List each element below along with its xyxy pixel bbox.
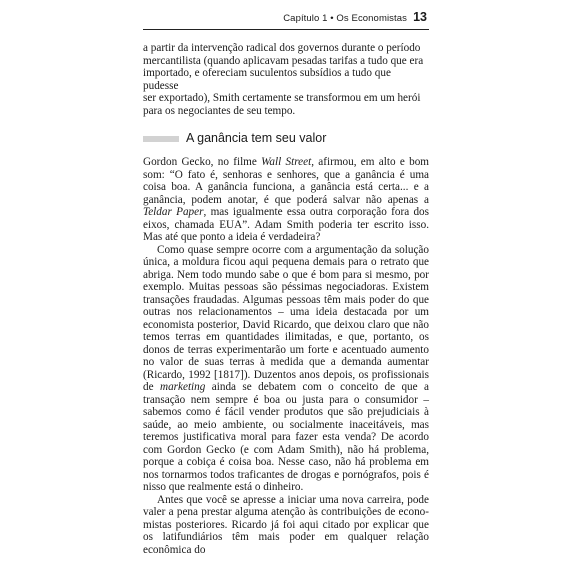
para2-text-b: ainda se debatem com o conceito de que a transação nem sempre é boa ou justa para o consumidor – sabemos como é fácil vender produtos que são prejudiciais à saúde, ao meio ambiente, ou socialmente inaceitáveis, mas teremos justificativa moral para fazer esta venda? De acordo com Gordon Gecko (e com Adam Smith), não há problema, porque a cobiça é coisa boa. Nesse caso, não há problema em nos tornarmos todos traficantes de drogas e pornógrafos, pois é nisso que realmente está o dinheiro. [143,381,429,493]
paragraph-solution [143,244,429,494]
intro-line: a partir da intervenção radical dos governos durante o período [143,42,421,54]
section-marker-bar [143,136,179,142]
page-number: 13 [413,10,427,24]
intro-paragraph [143,42,429,117]
section-title: A ganância tem seu valor [186,131,327,145]
para2-text-a: Como quase sempre ocorre com a argumentação da solução única, a moldura ficou aqui pequena demais para o retrato que abriga. Nem todo mundo sabe o que é bom para si mesmo, por exemplo. Muitas pessoas são péssimas negociadoras. Existem transações fraudadas. Algumas pessoas têm mais poder do que outras nos relacionamentos – uma ideia destacada por um economista posterior, David Ricardo, que deixou claro que não temos terras em quantidades ilimitadas, e que, portanto, os donos de terras experimentarão um forte e acentuado aumento no valor de suas terras à medida que a demanda aumentar (Ricardo, 1992 [1817]). Duzentos anos depois, os profissionais de [143,243,429,393]
para1-text-a: Gordon Gecko, no filme [143,156,262,168]
intro-line: importado, e ofereciam suculentos subsídios a tudo que pudesse [143,67,391,92]
para3-text-a: Antes que você se apresse a iniciar uma nova carreira, pode valer a pena prestar alguma atenção às contribuições de economistas posteriores. Ricardo já foi aqui citado por explicar que os latifundiários têm mais poder em qualquer relação econômica do [143,493,429,556]
marketing-term: marketing [159,381,206,393]
intro-text [143,42,429,117]
running-title: Capítulo 1 • Os Economistas [283,13,407,24]
paragraph-career [143,494,429,557]
intro-line: ser exportado), Smith certamente se transformou em um herói [143,92,421,104]
section-heading [143,131,429,147]
para1-text-c: , mas igualmente essa outra corporação fora dos eixos, chamada EUA”. Adam Smith poderia ter escrito isso. Mas até que ponto a ideia é verdadeira? [143,206,430,243]
intro-line: mercantilista (quando aplicavam pesadas tarifas a tudo que era [143,54,424,67]
intro-line: para os negociantes de seu tempo. [143,104,296,117]
paragraph-gecko [143,156,429,244]
running-header [143,9,429,30]
film-title: Wall Street [261,156,312,168]
body-text [143,156,429,556]
para1-text-b: , afirmou, em alto e bom som: “O fato é, senhoras e senhores, que a ganância é uma coisa boa. A ganância funciona, a ganância está certa... e a ganância, podem anotar, é que poderá salvar não apenas a [143,156,429,206]
company-name: Teldar Paper [143,206,204,218]
